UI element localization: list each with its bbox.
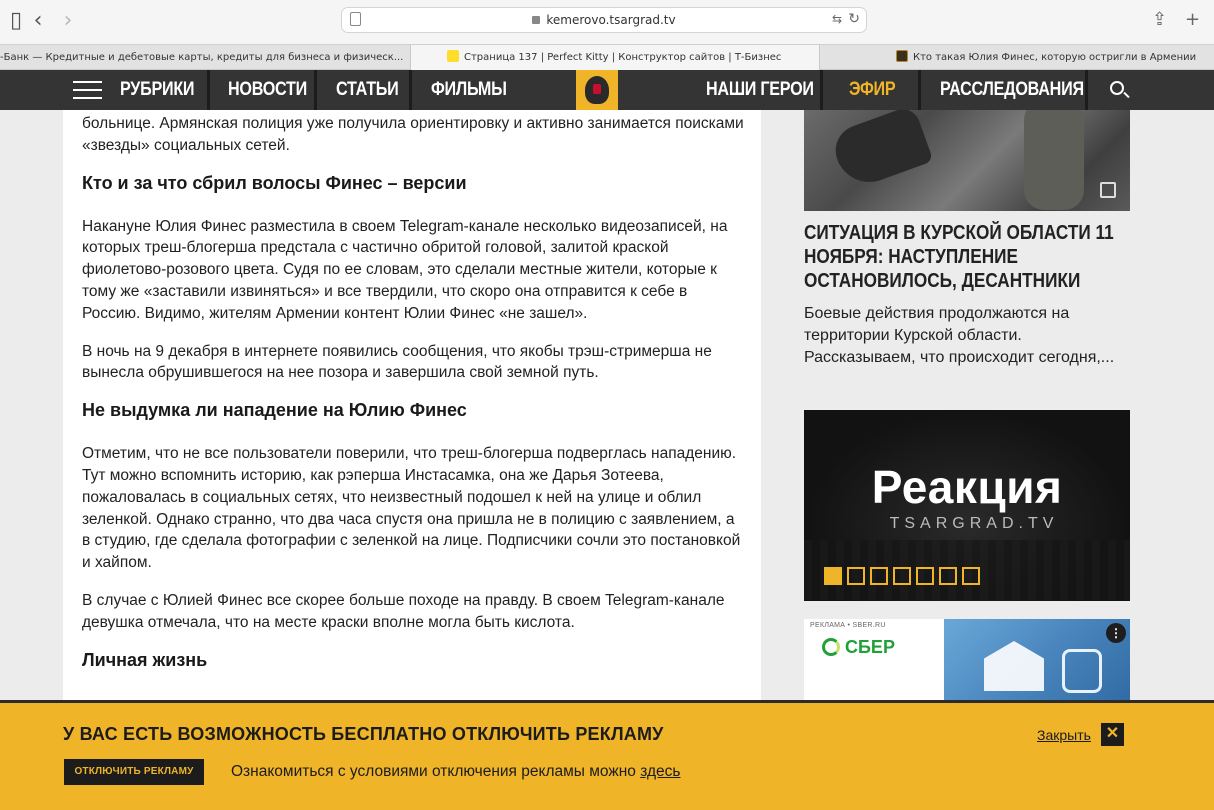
translate-icon[interactable]: ⇆ xyxy=(831,12,842,26)
tab-tsargrad[interactable] xyxy=(890,45,1214,70)
slider-dot[interactable] xyxy=(939,567,957,585)
browser-toolbar xyxy=(0,0,1214,44)
ad-bar-heading: У ВАС ЕСТЬ ВОЗМОЖНОСТЬ БЕСПЛАТНО ОТКЛЮЧИТЬ РЕКЛАМУ xyxy=(63,724,664,744)
expand-icon[interactable] xyxy=(1100,182,1116,198)
reload-icon[interactable]: ↻ xyxy=(848,11,860,27)
close-link[interactable]: Закрыть xyxy=(1037,727,1091,743)
reaction-banner[interactable] xyxy=(804,410,1130,601)
nav-films[interactable]: ФИЛЬМЫ xyxy=(431,79,507,100)
nav-news[interactable]: НОВОСТИ xyxy=(228,79,307,100)
sidebar-toggle-icon[interactable]: ▯ xyxy=(9,8,23,33)
site-navigation xyxy=(0,70,1214,110)
news-headline[interactable]: СИТУАЦИЯ В КУРСКОЙ ОБЛАСТИ 11 НОЯБРЯ: НАСТУПЛЕНИЕ ОСТАНОВИЛОСЬ, ДЕСАНТНИКИ xyxy=(804,222,1114,292)
slider-dots xyxy=(824,567,985,585)
sber-ad[interactable] xyxy=(804,619,1130,709)
tab-bar xyxy=(0,44,1214,70)
tab-perfect-kitty[interactable] xyxy=(410,45,820,70)
slider-dot[interactable] xyxy=(870,567,888,585)
share-icon[interactable]: ⇪ xyxy=(1152,9,1168,30)
tsargrad-favicon-icon xyxy=(896,50,908,62)
forward-button[interactable]: › xyxy=(63,8,73,33)
new-tab-icon[interactable]: + xyxy=(1185,9,1201,30)
nav-rubrics[interactable]: РУБРИКИ xyxy=(120,79,195,100)
site-logo[interactable] xyxy=(576,70,618,110)
slider-dot[interactable] xyxy=(916,567,934,585)
double-headed-eagle-icon xyxy=(585,76,609,104)
address-bar[interactable] xyxy=(341,7,867,33)
lock-icon xyxy=(532,16,540,24)
sber-logo-icon xyxy=(822,638,840,656)
article-subheading: Личная жизнь xyxy=(82,649,208,670)
tbank-favicon-icon xyxy=(447,50,459,62)
article-paragraph: Накануне Юлия Финес разместила в своем Telegram-канале несколько видеозаписей, на которых треш-блогерша предстала с частично обритой головой, залитой краской фиолетово-розового цвета. Судя по ее словам, это сделали местные жители, которые к тому же «заставили извиняться» и все твердили, что скоро она отправится к себе в Россию. Видимо, жителям Армении контент Юлии Финес «не зашел». xyxy=(82,217,728,322)
tab-tbank[interactable] xyxy=(0,45,410,70)
article-subheading: Кто и за что сбрил волосы Финес – версии xyxy=(82,172,467,193)
article-body xyxy=(63,110,761,700)
article-paragraph: Отметим, что не все пользователи поверили, что треш-блогерша подверглась нападению. Тут можно вспомнить историю, как рэперша Инстасамка, она же Дарья Зотеева, пожаловалась в социальных сетях, что неизвестный подошел к ней на улице и облил зеленкой. Однако странно, что два часа спустя она пришла не в полицию с заявлением, а в студию, где сделала фотографии с зеленкой на лице. Подписчики сочли это постановкой и хайпом. xyxy=(82,445,741,572)
tab-title: Кто такая Юлия Финес, которую остригли в Армении xyxy=(913,52,1197,63)
ad-label: РЕКЛАМА • SBER.RU xyxy=(810,622,886,629)
article-paragraph: В случае с Юлией Финес все скорее больше походе на правду. В своем Telegram-канале девушка отмечала, что на месте краски вполне могла быть кислота. xyxy=(82,591,725,631)
nav-investigations[interactable]: РАССЛЕДОВАНИЯ xyxy=(940,79,1084,100)
ad-terms-text: Ознакомиться с условиями отключения рекламы можно здесь xyxy=(231,763,681,780)
reaction-title: Реакция xyxy=(871,461,1063,513)
more-options-icon[interactable]: ⋮ xyxy=(1106,623,1126,643)
back-button[interactable]: ‹ xyxy=(33,8,43,33)
article-paragraph: В ночь на 9 декабря в интернете появились сообщения, что якобы трэш-стримерша не вынесла обрушившегося на нее позора и завершила свой земной путь. xyxy=(82,342,712,382)
news-image[interactable] xyxy=(804,110,1130,211)
sber-logo: СБЕР xyxy=(822,637,895,658)
slider-dot[interactable] xyxy=(847,567,865,585)
article-subheading: Не выдумка ли нападение на Юлию Финес xyxy=(82,400,467,421)
reaction-subtitle: TSARGRAD.TV xyxy=(889,515,1059,532)
search-icon[interactable] xyxy=(1110,81,1124,95)
slider-dot[interactable] xyxy=(824,567,842,585)
padlock-icon xyxy=(1062,649,1102,693)
url-text: kemerovo.tsargrad.tv xyxy=(546,13,676,27)
nav-articles[interactable]: СТАТЬИ xyxy=(336,79,399,100)
news-lead: Боевые действия продолжаются на территории Курской области. Рассказываем, что происходит сегодня,... xyxy=(804,305,1115,366)
menu-icon[interactable] xyxy=(73,81,102,99)
tab-title: Страница 137 | Perfect Kitty | Конструктор сайтов | Т-Бизнес xyxy=(464,52,782,63)
nav-heroes[interactable]: НАШИ ГЕРОИ xyxy=(706,79,814,100)
disable-ads-button[interactable]: ОТКЛЮЧИТЬ РЕКЛАМУ xyxy=(64,759,204,785)
close-icon[interactable]: ✕ xyxy=(1101,723,1124,746)
nav-live[interactable]: ЭФИР xyxy=(849,79,896,100)
bank-building-icon xyxy=(984,641,1044,691)
ad-disable-bar xyxy=(0,700,1214,810)
slider-dot[interactable] xyxy=(893,567,911,585)
terms-link[interactable]: здесь xyxy=(640,763,681,780)
slider-dot[interactable] xyxy=(962,567,980,585)
article-paragraph: больнице. Армянская полиция уже получила ориентировку и активно занимается поисками «звезды» социальных сетей. xyxy=(82,115,744,154)
tab-title: -Банк — Кредитные и дебетовые карты, кредиты для бизнеса и физическ... xyxy=(0,52,404,63)
